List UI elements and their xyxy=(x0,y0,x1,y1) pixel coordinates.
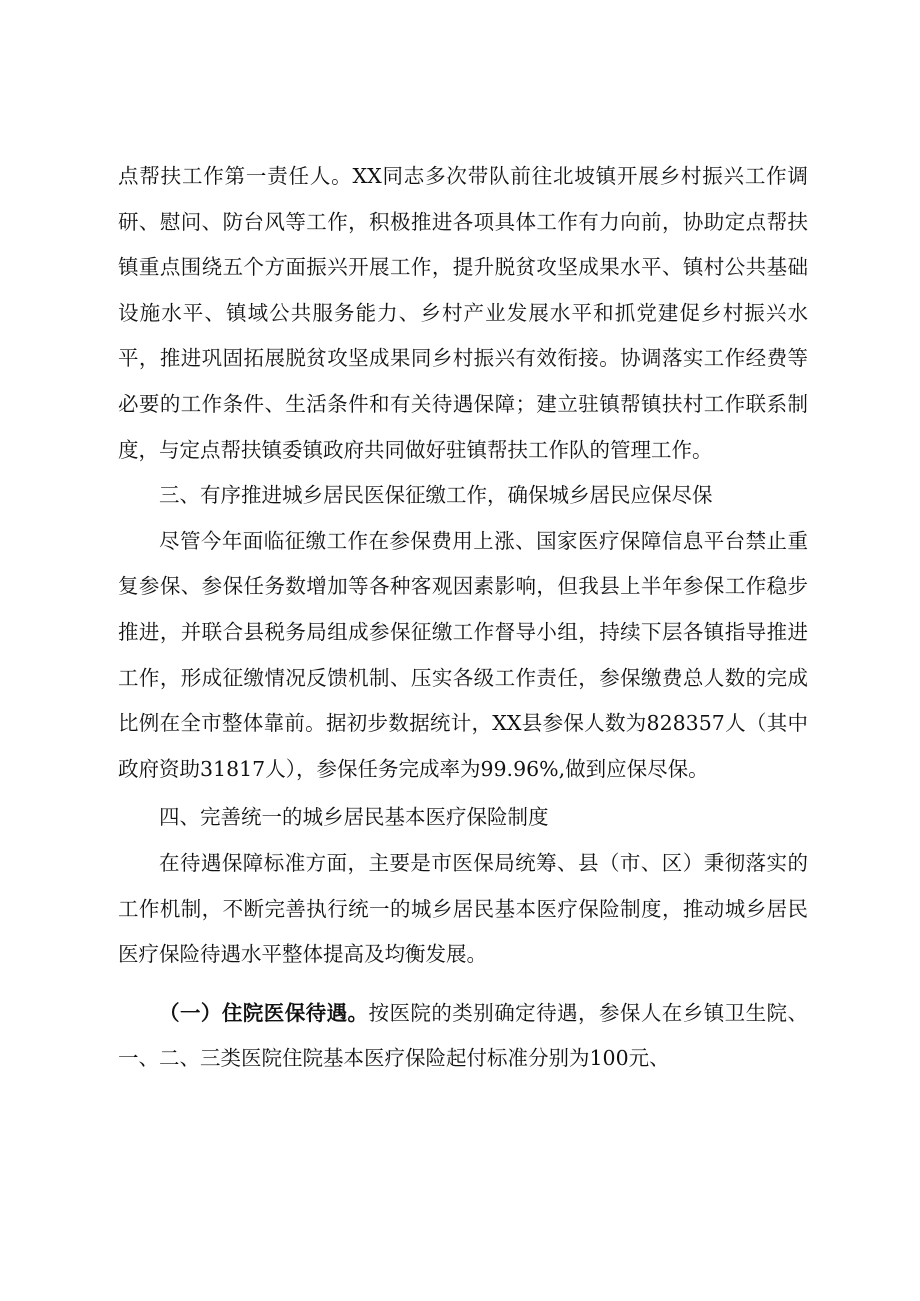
section-heading-3: 三、有序推进城乡居民医保征缴工作，确保城乡居民应保尽保 xyxy=(159,483,713,508)
paragraph-poverty-assistance: 点帮扶工作第一责任人。XX同志多次带队前往北坡镇开展乡村振兴工作调研、慰问、防台风等工作，积极推进各项具体工作有力向前，协助定点帮扶镇重点围绕五个方面振兴开展工作，提升脱贫攻坚成果水平、镇村公共基础设施水平、镇域公共服务能力、乡村产业发展水平和抓党建促乡村振兴水平，推进巩固拓展脱贫攻坚成果同乡村振兴有效衔接。协调落实工作经费等必要的工作条件、生活条件和有关待遇保障；建立驻镇帮镇扶村工作联系制度，与定点帮扶镇委镇政府共同做好驻镇帮扶工作队的管理工作。 xyxy=(118,164,808,462)
document-body xyxy=(118,154,808,1082)
section-heading-4: 四、完善统一的城乡居民基本医疗保险制度 xyxy=(159,805,549,830)
paragraph-insurance-collection: 尽管今年面临征缴工作在参保费用上涨、国家医疗保障信息平台禁止重复参保、参保任务数增加等各种客观因素影响，但我县上半年参保工作稳步推进，并联合县税务局组成参保征缴工作督导小组，持续下层各镇指导推进工作，形成征缴情况反馈机制、压实各级工作责任，参保缴费总人数的完成比例在全市整体靠前。据初步数据统计，XX县参保人数为828357人（其中政府资助31817人），参保任务完成率为99.96%,做到应保尽保。 xyxy=(118,528,808,781)
subheading-inpatient: （一）住院医保待遇。 xyxy=(159,1000,369,1025)
inpatient-text: 按医院的类别确定待遇，参保人在乡镇卫生院、一、二、三类医院住院基本医疗保险起付标准分别为100元、 xyxy=(118,1000,808,1071)
paragraph-treatment-standards: 在待遇保障标准方面，主要是市医保局统筹、县（市、区）秉彻落实的工作机制，不断完善执行统一的城乡居民基本医疗保险制度，推动城乡居民医疗保险待遇水平整体提高及均衡发展。 xyxy=(118,850,808,967)
paragraph-inpatient-benefits xyxy=(118,991,808,1082)
